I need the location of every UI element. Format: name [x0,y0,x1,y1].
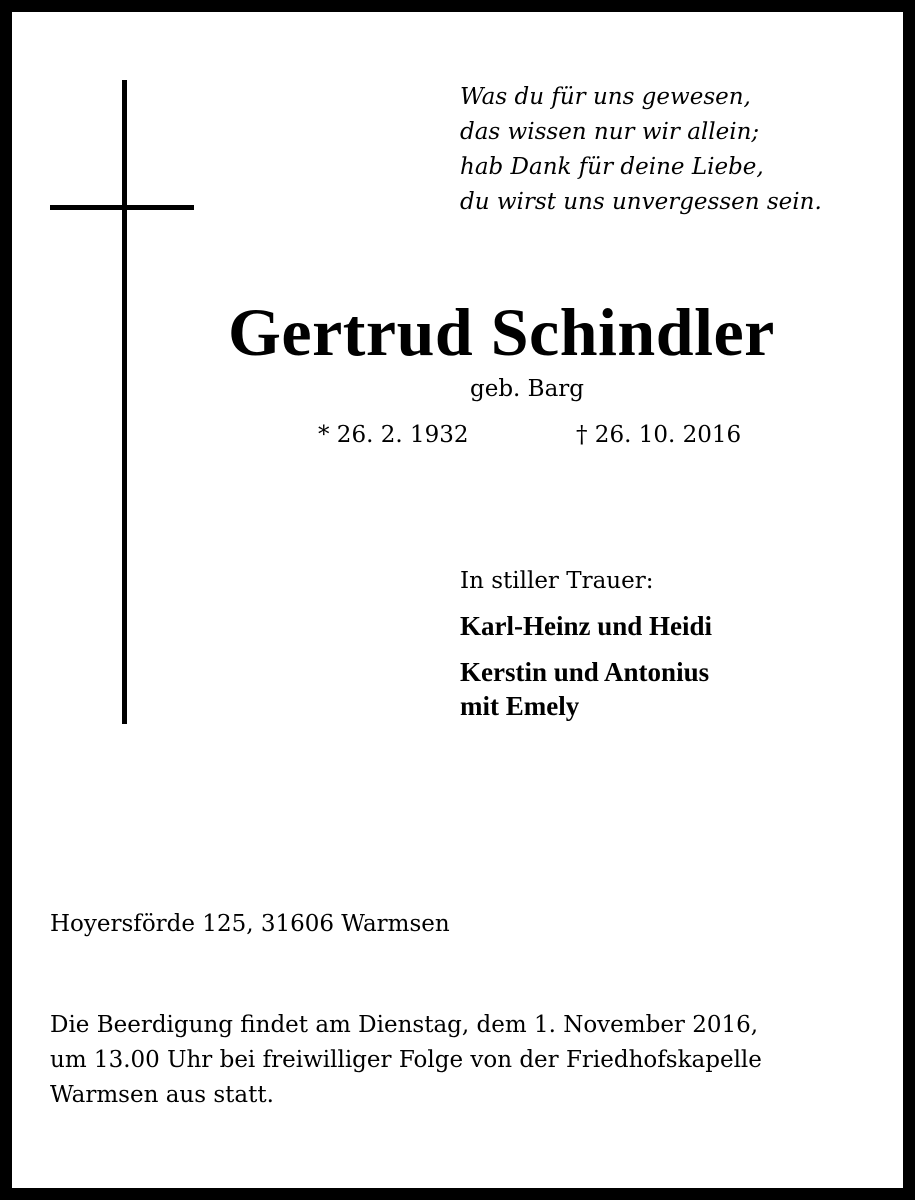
mourner-name: Kerstin und Antonius [460,657,710,687]
funeral-line: Warmsen aus statt. [50,1082,274,1108]
poem-line: hab Dank für deine Liebe, [460,154,764,180]
poem-line: du wirst uns unvergessen sein. [460,189,822,215]
poem-line: Was du für uns gewesen, [460,84,751,110]
memorial-poem [460,80,822,220]
mourner-name: Karl-Heinz und Heidi [460,611,713,641]
poem-line: das wissen nur wir allein; [460,119,760,145]
death-date: † 26. 10. 2016 [576,422,742,448]
funeral-line: Die Beerdigung findet am Dienstag, dem 1. November 2016, [50,1012,759,1038]
family-address: Hoyersförde 125, 31606 Warmsen [50,911,450,937]
deceased-name: Gertrud Schindler [228,294,775,370]
cross-icon-horizontal-bar [50,205,194,210]
funeral-line: um 13.00 Uhr bei freiwilliger Folge von der Friedhofskapelle [50,1047,762,1073]
funeral-announcement [50,1008,762,1113]
mourner-name: mit Emely [460,691,580,721]
cross-icon-vertical-bar [122,80,127,724]
birth-date: * 26. 2. 1932 [318,422,469,448]
mourning-label: In stiller Trauer: [460,568,654,594]
maiden-name: geb. Barg [470,376,585,402]
